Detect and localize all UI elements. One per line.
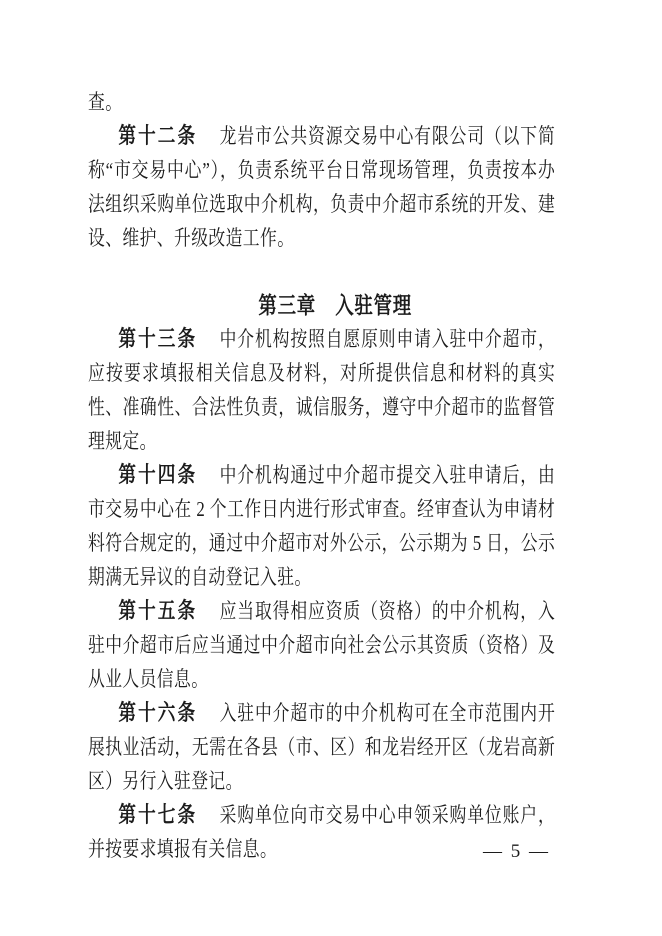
article-text-13: 中介机构按照自愿原则申请入驻中介超市，应按要求填报相关信息及材料，对所提供信息和材料的真实性、准确性、合法性负责，诚信服务，遵守中介超市的监督管理规定。 [88,327,556,453]
article-paragraph-13 [88,322,555,458]
article-label-16: 第十六条 [118,700,198,725]
article-text-15: 应当取得相应资质（资格）的中介机构，入驻中介超市后应当通过中介超市向社会公示其资质（资格）及从业人员信息。 [88,599,556,691]
chapter-heading: 第三章 入驻管理 [258,292,412,318]
article-label-13: 第十三条 [118,326,198,351]
article-paragraph-12 [88,119,555,255]
article-text-16: 入驻中介超市的中介机构可在全市范围内开展执业活动，无需在各县（市、区）和龙岩经开区（龙岩高新区）另行入驻登记。 [88,701,556,793]
article-text-14: 中介机构通过中介超市提交入驻申请后，由市交易中心在 2 个工作日内进行形式审查。经审查认为申请材料符合规定的，通过中介超市对外公示，公示期为 5 日，公示期满无异议的自动登记入驻。 [88,463,556,589]
page-number: — 5 — [483,841,550,862]
article-text-12: 龙岩市公共资源交易中心有限公司（以下简称“市交易中心”），负责系统平台日常现场管理，负责按本办法组织采购单位选取中介机构，负责中介超市系统的开发、建设、维护、升级改造工作。 [88,124,556,250]
article-text-17: 采购单位向市交易中心申领采购单位账户，并按要求填报有关信息。 [88,803,556,861]
continuation-text: 查。 [88,90,123,114]
article-paragraph-14 [88,458,555,594]
article-paragraph-15 [88,594,555,696]
continuation-paragraph [88,85,555,119]
article-label-12: 第十二条 [118,123,198,148]
document-text-block [88,85,555,866]
article-label-14: 第十四条 [118,462,198,487]
article-label-17: 第十七条 [118,802,198,827]
article-label-15: 第十五条 [118,598,198,623]
article-paragraph-16 [88,696,555,798]
